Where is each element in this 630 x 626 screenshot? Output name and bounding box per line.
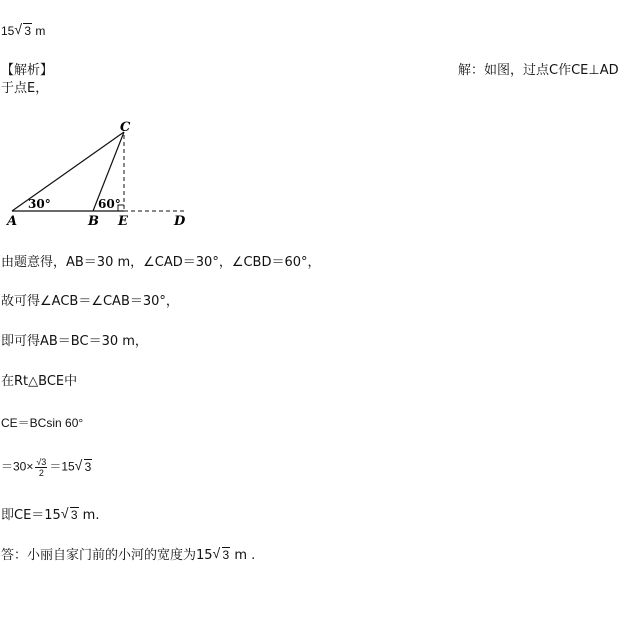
point-e-label: E	[118, 214, 128, 229]
fraction-numerator: √3	[36, 457, 47, 467]
compute-radicand: 3	[84, 459, 92, 474]
conclusion-prefix: 即CE＝15	[1, 508, 61, 523]
step-triangle: 在Rt△BCE中	[1, 374, 78, 389]
conclusion-radicand: 3	[70, 508, 78, 522]
step-conclusion	[1, 506, 99, 525]
point-a-label: A	[7, 214, 18, 229]
point-d-label: D	[174, 214, 186, 229]
point-c-label: C	[120, 120, 131, 135]
answer-line	[1, 22, 45, 40]
step-compute	[1, 457, 92, 478]
answer-coefficient: 15	[1, 24, 15, 38]
fraction	[35, 457, 47, 478]
answer-sqrt: √ 3	[14, 21, 32, 38]
analysis-label: 【解析】	[1, 63, 54, 78]
compute-sqrt: √ 3	[74, 456, 92, 474]
conclusion-suffix: m.	[78, 508, 100, 523]
fraction-denominator: 2	[38, 468, 44, 478]
step-given: 由题意得，AB＝30 m，∠CAD＝30°，∠CBD＝60°，	[1, 255, 321, 270]
step-sine: CE＝BCsin 60°	[1, 416, 84, 430]
compute-prefix: ＝30×	[1, 459, 34, 474]
final-answer-suffix: m .	[230, 548, 256, 563]
point-b-label: B	[88, 214, 99, 229]
final-answer-sqrt: √ 3	[212, 545, 230, 562]
step-equal-sides: 即可得AB＝BC＝30 m，	[1, 334, 148, 349]
geometry-figure	[0, 115, 200, 233]
final-answer	[1, 546, 255, 565]
angle-a-label: 30°	[28, 197, 51, 211]
answer-radicand: 3	[24, 24, 32, 38]
final-answer-radicand: 3	[222, 548, 230, 562]
compute-result: ＝15	[49, 459, 75, 474]
answer-unit: m	[35, 24, 46, 38]
analysis-intro: 解：如图，过点C作CE⊥AD	[458, 63, 619, 78]
angle-b-label: 60°	[98, 197, 121, 211]
step-angles: 故可得∠ACB＝∠CAB＝30°，	[1, 294, 179, 309]
final-answer-prefix: 答：小丽自家门前的小河的宽度为15	[1, 548, 213, 563]
conclusion-sqrt: √ 3	[60, 505, 78, 522]
analysis-intro-continued: 于点E，	[1, 81, 49, 96]
